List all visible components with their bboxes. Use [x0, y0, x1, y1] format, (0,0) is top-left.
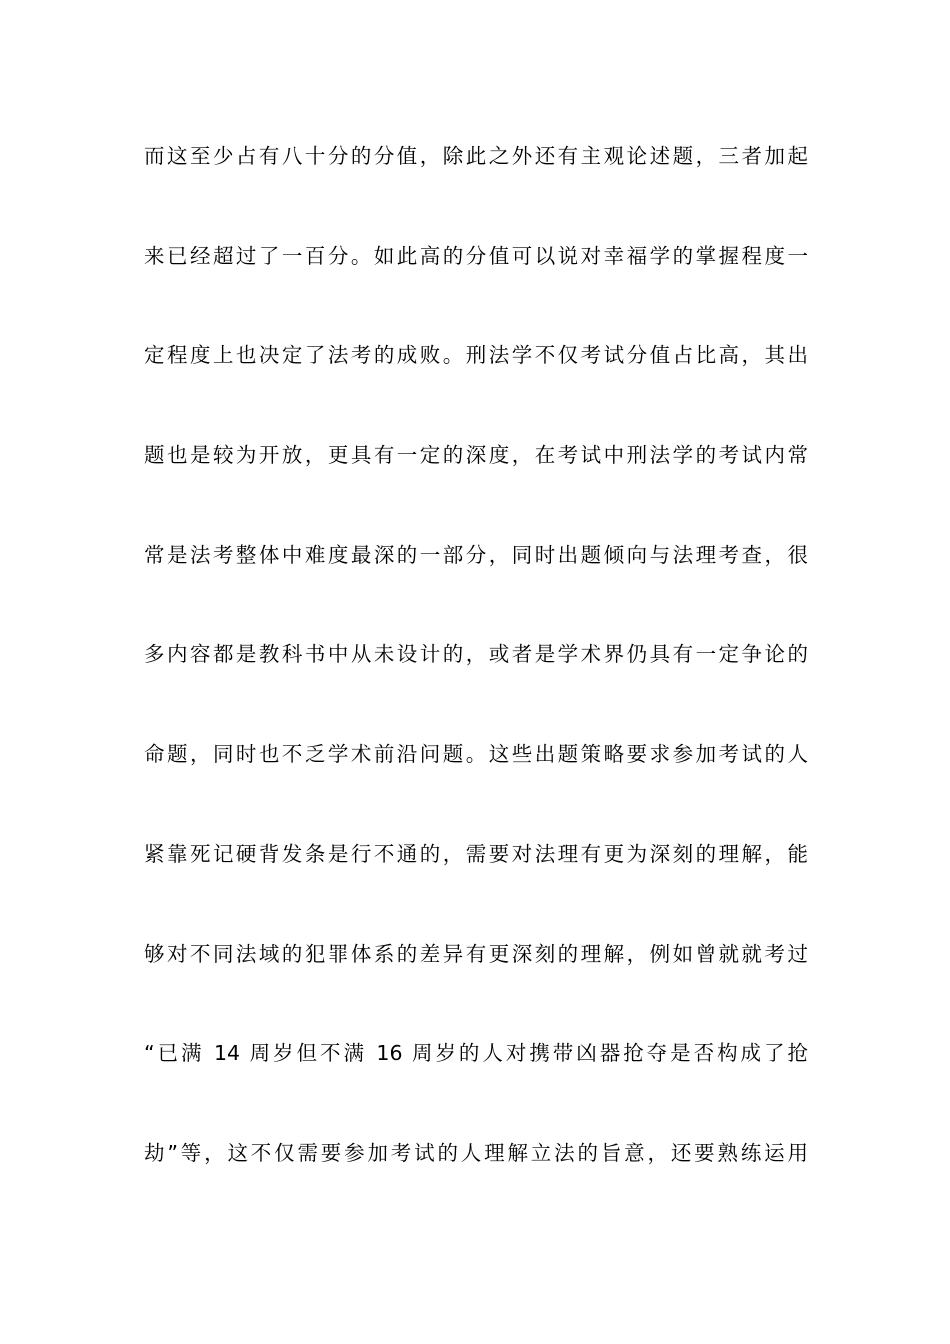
- text-line: 紧靠死记硬背发条是行不通的，需要对法理有更为深刻的理解，能: [144, 841, 808, 866]
- text-line: 多内容都是教科书中从未设计的，或者是学术界仍具有一定争论的: [144, 642, 808, 667]
- text-line: 够对不同法域的犯罪体系的差异有更深刻的理解，例如曾就就考过: [144, 941, 808, 966]
- text-line: 来已经超过了一百分。如此高的分值可以说对幸福学的掌握程度一: [144, 243, 808, 268]
- text-line: 常是法考整体中难度最深的一部分，同时出题倾向与法理考查，很: [144, 542, 808, 567]
- text-line: 定程度上也决定了法考的成败。刑法学不仅考试分值占比高，其出: [144, 343, 808, 368]
- text-line: 而这至少占有八十分的分值，除此之外还有主观论述题，三者加起: [144, 144, 808, 168]
- text-line: 题也是较为开放，更具有一定的深度，在考试中刑法学的考试内常: [144, 443, 808, 468]
- text-line: 命题，同时也不乏学术前沿问题。这些出题策略要求参加考试的人: [144, 742, 808, 767]
- text-line: 劫”等，这不仅需要参加考试的人理解立法的旨意，还要熟练运用: [144, 1140, 808, 1165]
- body-text: [144, 131, 808, 1228]
- text-line: “已满 14 周岁但不满 16 周岁的人对携带凶器抢夺是否构成了抢: [144, 1041, 808, 1066]
